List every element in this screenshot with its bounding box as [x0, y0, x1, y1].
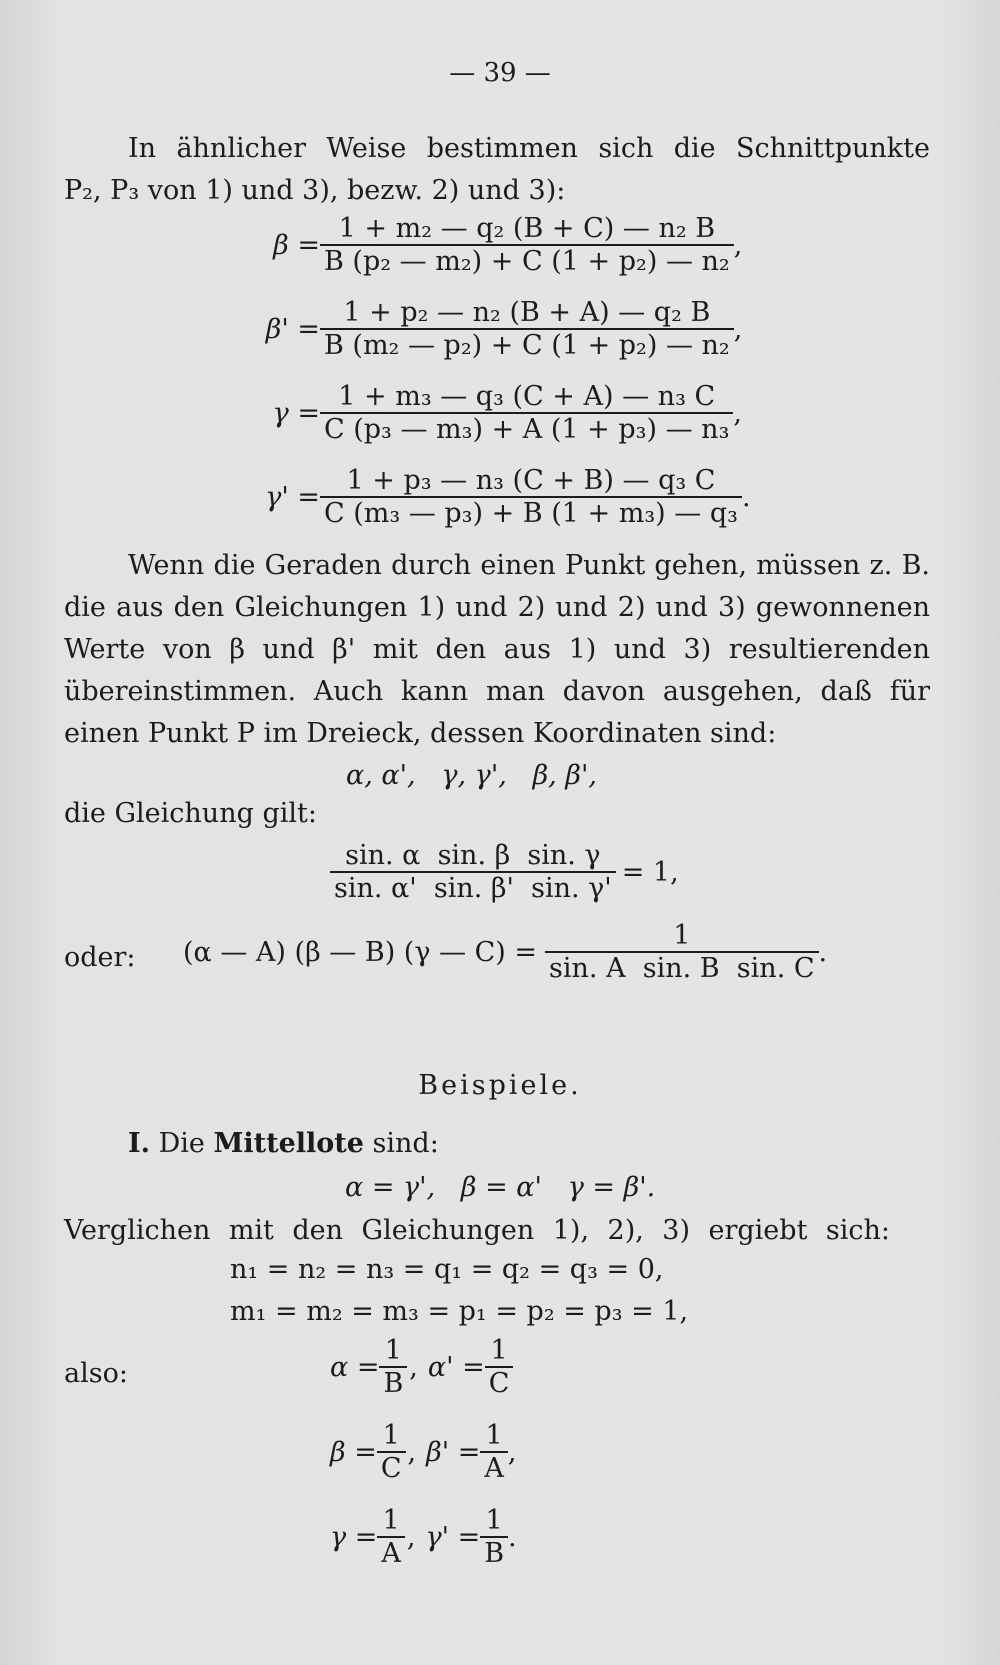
formula-beta: [200, 213, 742, 277]
paragraph-line: die aus den Gleichungen 1) und 2) und 2) und 3) gewonnenen: [64, 592, 930, 623]
fraction: [330, 840, 616, 904]
numerator: 1 + m₂ — q₂ (B + C) — n₂ B: [338, 213, 716, 244]
oder-label: oder:: [64, 942, 136, 973]
result-lhs: β =: [330, 1436, 377, 1468]
result-lhs: β' =: [426, 1436, 481, 1468]
formula-lhs: β' =: [265, 313, 320, 345]
paragraph-line: einen Punkt P im Dreieck, dessen Koordinaten sind:: [64, 718, 777, 749]
relation-line: α = γ', β = α' γ = β'.: [345, 1172, 656, 1203]
denominator: C (p₃ — m₃) + A (1 + p₃) — n₃: [320, 412, 733, 445]
fraction: [320, 213, 734, 277]
example-text: Die: [158, 1128, 205, 1159]
punctuation: .: [508, 1521, 517, 1553]
denominator: B: [379, 1366, 407, 1399]
gilt-label: die Gleichung gilt:: [64, 798, 317, 829]
result-lhs: γ' =: [425, 1521, 481, 1553]
intro-line-1: In ähnlicher Weise bestimmen sich die Schnittpunkte: [128, 133, 930, 164]
punctuation: ,: [733, 229, 743, 261]
equation-rhs: = 1,: [621, 856, 679, 888]
coordinates-list: α, α', γ, γ', β, β',: [346, 760, 597, 791]
punctuation: ,: [507, 1436, 517, 1468]
numerator: 1: [382, 1420, 400, 1451]
denominator: C: [485, 1366, 514, 1399]
numerator: 1 + p₂ — n₂ (B + A) — q₂ B: [343, 297, 711, 328]
numerator: 1: [490, 1335, 508, 1366]
fraction: [320, 297, 734, 361]
denominator: A: [480, 1451, 508, 1484]
denominator: sin. A sin. B sin. C: [545, 951, 818, 984]
also-label: also:: [64, 1358, 128, 1389]
denominator: C (m₃ — p₃) + B (1 + m₃) — q₃: [320, 496, 742, 529]
fraction: [379, 1335, 407, 1399]
fraction: [320, 465, 742, 529]
equation-lhs: (α — A) (β — B) (γ — C) =: [183, 936, 538, 968]
paragraph-line: Werte von β und β' mit den aus 1) und 3) resultierenden: [64, 634, 930, 665]
numerator: 1 + m₃ — q₃ (C + A) — n₃ C: [338, 381, 716, 412]
formula-gamma-prime: [200, 465, 751, 529]
result-lhs: α =: [330, 1351, 380, 1383]
numerator: 1: [673, 920, 691, 951]
fraction: [320, 381, 733, 445]
section-heading: Beispiele.: [418, 1070, 582, 1101]
result-row-beta: β = $\frac{1}{C}$ , β' = $\frac{1}{A}$ ,: [330, 1420, 517, 1485]
formula-gamma: [200, 381, 742, 445]
denominator: sin. α' sin. β' sin. γ': [330, 871, 616, 904]
fraction: [480, 1505, 508, 1569]
punctuation: ,: [733, 397, 742, 429]
main-paragraph: [64, 545, 930, 755]
formula-lhs: γ =: [272, 397, 320, 429]
punctuation: .: [741, 481, 751, 513]
fraction: [480, 1420, 508, 1484]
equation-n: n₁ = n₂ = n₃ = q₁ = q₂ = q₃ = 0,: [230, 1254, 664, 1285]
paragraph-line: übereinstimmen. Auch kann man davon ausgehen, daß für: [64, 676, 930, 707]
denominator: C: [377, 1451, 406, 1484]
denominator: B (m₂ — p₂) + C (1 + p₂) — n₂: [320, 328, 734, 361]
formula-lhs: γ' =: [265, 481, 320, 513]
example-number: I.: [128, 1128, 151, 1159]
numerator: 1 + p₃ — n₃ (C + B) — q₃ C: [346, 465, 716, 496]
example-term: Mittellote: [213, 1128, 364, 1159]
numerator: 1: [384, 1335, 402, 1366]
result-lhs: α' =: [427, 1351, 485, 1383]
denominator: A: [377, 1536, 405, 1569]
intro-paragraph: [64, 128, 930, 212]
example-1-intro: [128, 1128, 439, 1159]
denominator: B (p₂ — m₂) + C (1 + p₂) — n₂: [320, 244, 734, 277]
page-number: — 39 —: [449, 58, 551, 88]
paragraph-line: Wenn die Geraden durch einen Punkt gehen, müssen z. B.: [128, 550, 930, 581]
fraction: [377, 1505, 405, 1569]
formula-lhs: β =: [273, 229, 320, 261]
punctuation: .: [818, 936, 828, 968]
numerator: sin. α sin. β sin. γ: [345, 840, 601, 871]
numerator: 1: [485, 1420, 503, 1451]
result-row-gamma: γ = $\frac{1}{A}$ , γ' = $\frac{1}{B}$ .: [330, 1505, 517, 1570]
numerator: 1: [382, 1505, 400, 1536]
compare-text: Verglichen mit den Gleichungen 1), 2), 3) ergiebt sich:: [64, 1215, 890, 1246]
numerator: 1: [485, 1505, 503, 1536]
fraction: [377, 1420, 406, 1484]
punctuation: ,: [733, 313, 743, 345]
fraction: [545, 920, 818, 984]
fraction: [485, 1335, 514, 1399]
denominator: B: [480, 1536, 508, 1569]
example-text: sind:: [372, 1128, 439, 1159]
sine-equation: [330, 840, 679, 904]
result-lhs: γ =: [330, 1521, 378, 1553]
formula-beta-prime: [200, 297, 742, 361]
equation-m: m₁ = m₂ = m₃ = p₁ = p₂ = p₃ = 1,: [230, 1296, 689, 1327]
oder-equation: [183, 920, 827, 984]
intro-line-2: P₂, P₃ von 1) und 3), bezw. 2) und 3):: [64, 175, 566, 206]
result-row-alpha: α = $\frac{1}{B}$ , α' = $\frac{1}{C}$: [330, 1335, 513, 1399]
compare-line: [64, 1210, 890, 1252]
